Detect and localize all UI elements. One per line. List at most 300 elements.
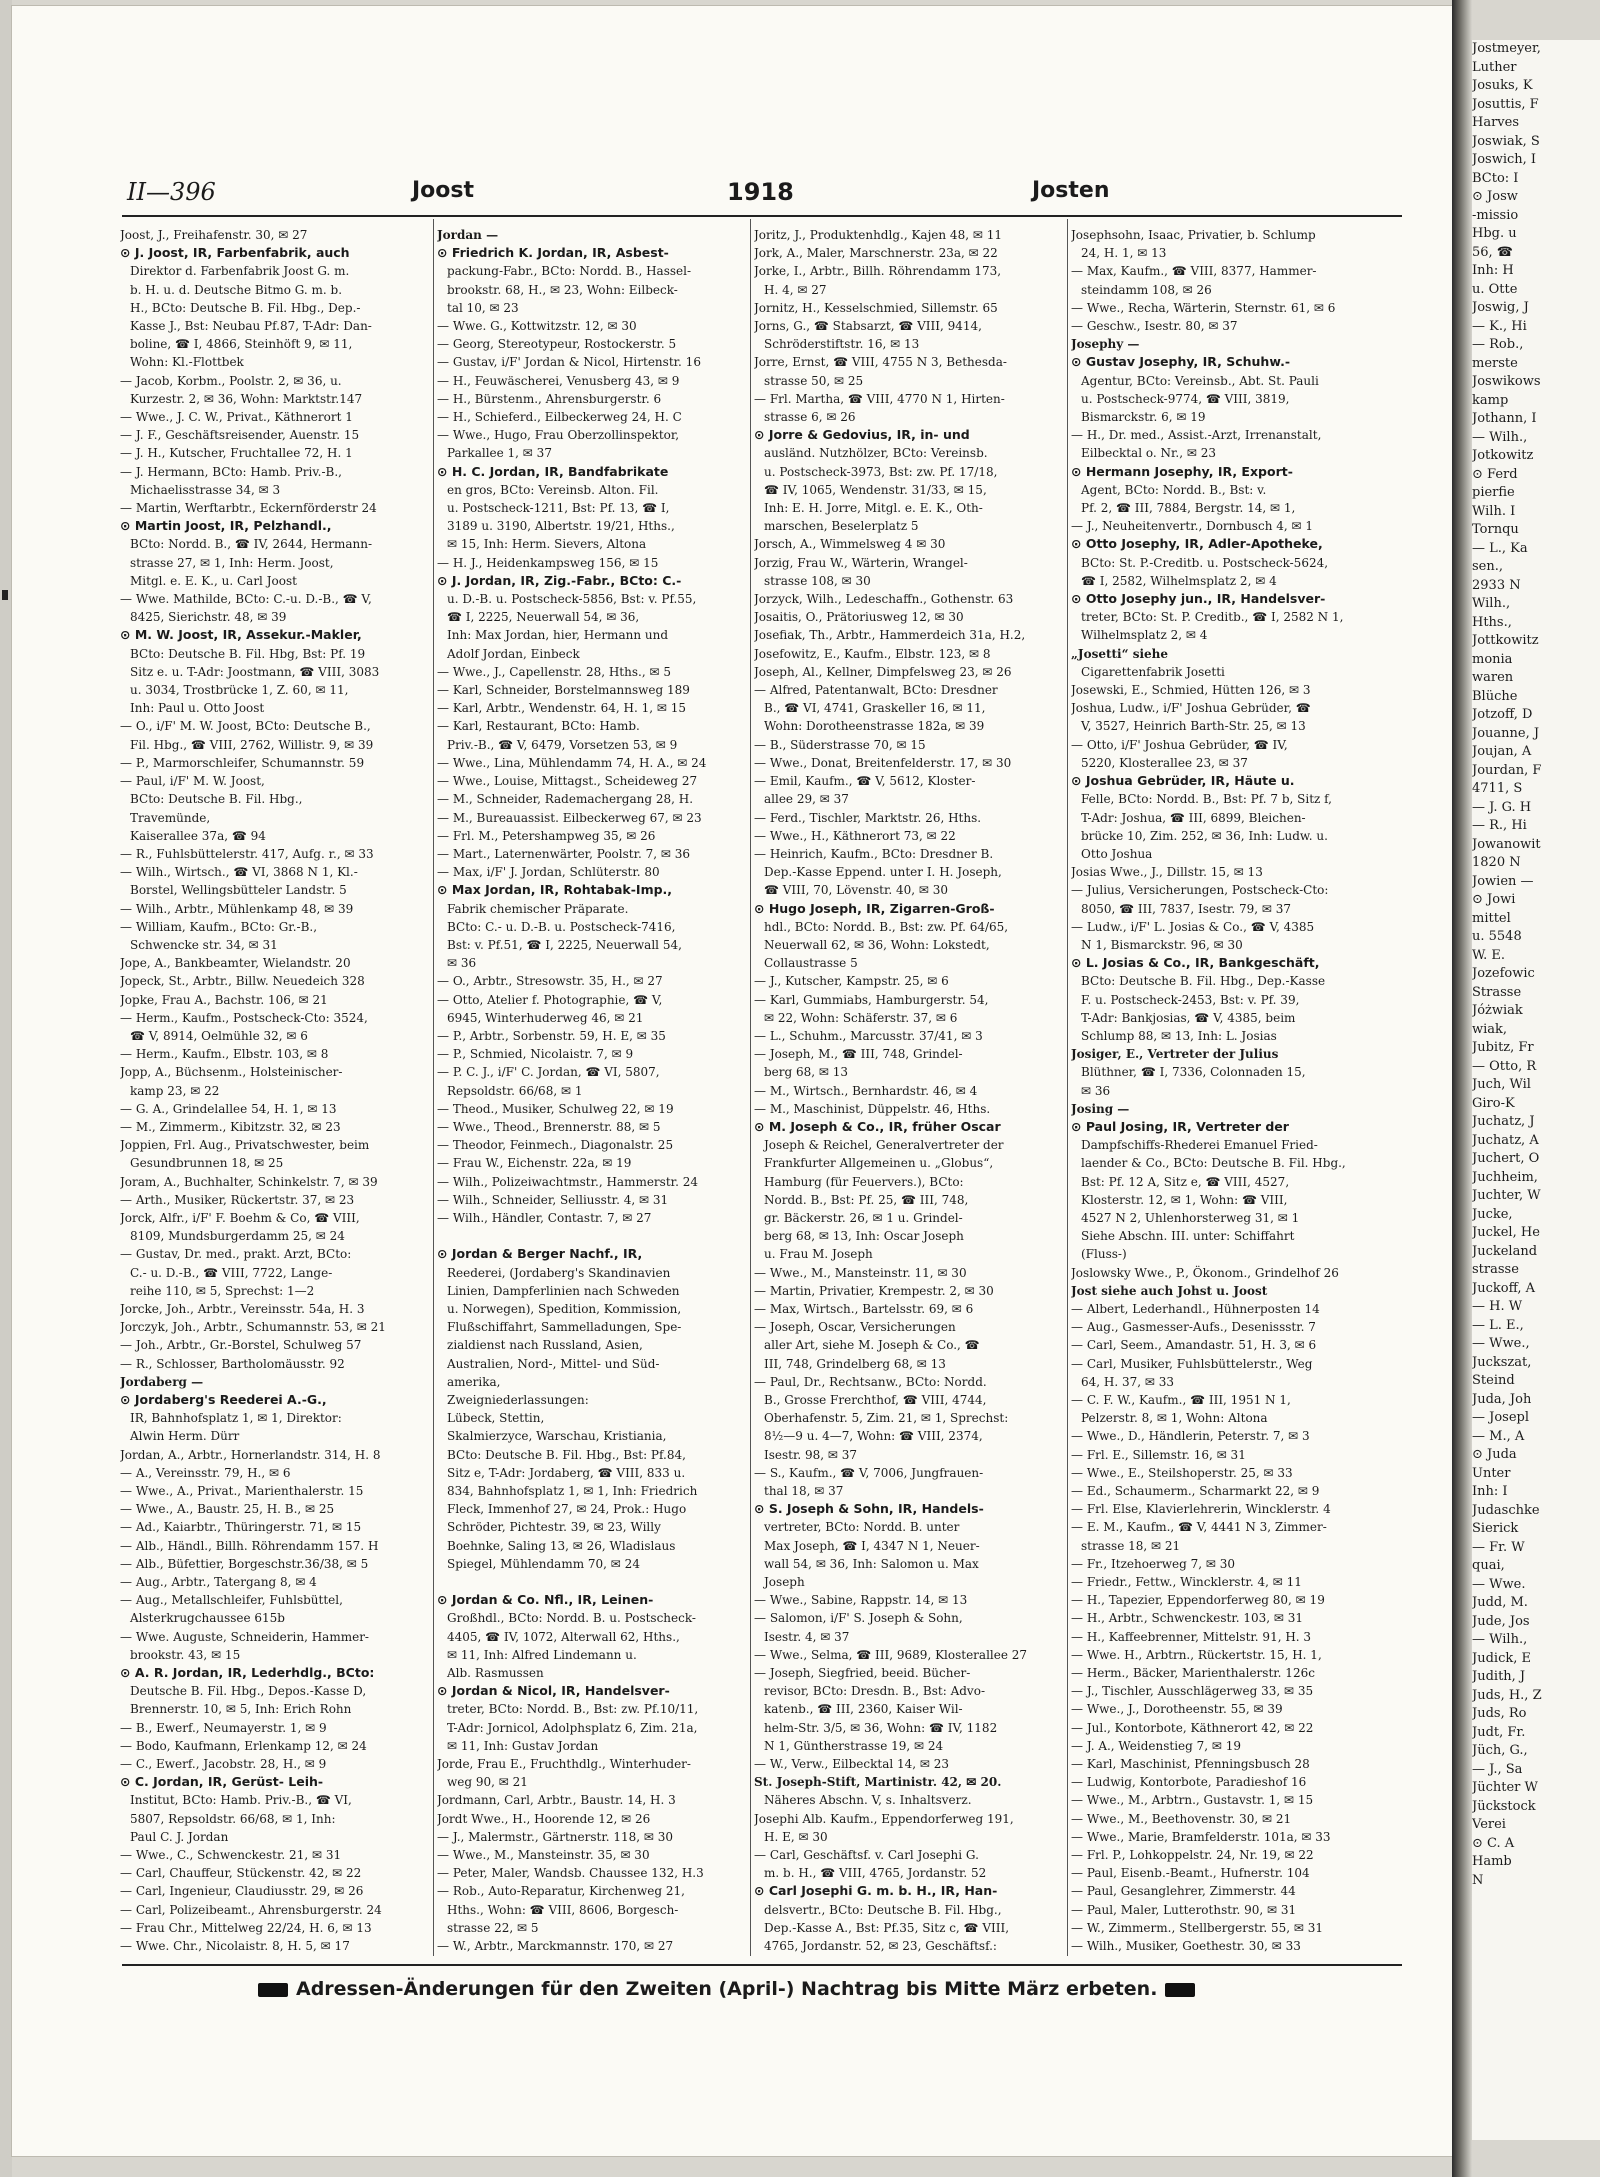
directory-entry: ☎ I, 2582, Wilhelmsplatz 2, ✉ 4	[1081, 573, 1277, 588]
adjacent-page-line: Judaschke	[1472, 1502, 1540, 1518]
directory-entry: Hamburg (für Feuervers.), BCto:	[764, 1174, 964, 1189]
directory-entry: u. Postscheck-1211, Bst: Pf. 13, ☎ I,	[447, 501, 670, 516]
directory-entry: brookstr. 68, H., ✉ 23, Wohn: Eilbeck-	[447, 282, 678, 297]
directory-entry: — C. F. W., Kaufm., ☎ III, 1951 N 1,	[1071, 1393, 1291, 1407]
directory-entry: vertreter, BCto: Nordd. B. unter	[764, 1520, 960, 1535]
directory-entry: — S., Kaufm., ☎ V, 7006, Jungfrauen-	[754, 1465, 984, 1480]
adjacent-page-line: — L., Ka	[1472, 540, 1528, 556]
adjacent-page-line: Jotkowitz	[1472, 448, 1534, 463]
directory-entry: Borstel, Wellingsbütteler Landstr. 5	[130, 883, 347, 898]
directory-entry: — Alb., Büfettier, Borgeschstr.36/38, ✉ 5	[120, 1556, 369, 1571]
directory-entry: — Heinrich, Kaufm., BCto: Dresdner B.	[754, 846, 994, 861]
directory-entry: ✉ 36	[447, 956, 477, 971]
directory-entry: Klosterstr. 12, ✉ 1, Wohn: ☎ VIII,	[1081, 1192, 1288, 1207]
directory-entry: Neuerwall 62, ✉ 36, Wohn: Lokstedt,	[764, 937, 990, 952]
adjacent-page-line: — J. G. H	[1472, 799, 1532, 815]
adjacent-page-line: — Otto, R	[1472, 1058, 1537, 1074]
adjacent-page-line: — Rob.,	[1472, 337, 1524, 352]
firm-entry: ⊙ M. Joseph & Co., IR, früher Oscar	[754, 1118, 1001, 1134]
directory-entry: packung-Fabr., BCto: Nordd. B., Hassel-	[447, 264, 692, 279]
directory-entry: — Albert, Lederhandl., Hühnerposten 14	[1071, 1301, 1320, 1316]
directory-entry: — Wwe., Hugo, Frau Oberzollinspektor,	[437, 428, 680, 443]
firm-entry: ⊙ Jordaberg's Reederei A.-G.,	[120, 1392, 327, 1407]
directory-entry: Josefiak, Th., Arbtr., Hammerdeich 31a, H.2,	[754, 628, 1026, 643]
directory-entry: Agentur, BCto: Vereinsb., Abt. St. Pauli	[1081, 373, 1319, 388]
directory-entry: — Wwe., C., Schwenckestr. 21, ✉ 31	[120, 1848, 342, 1863]
directory-entry: Inh: Max Jordan, hier, Hermann und	[447, 628, 669, 643]
directory-entry	[437, 1573, 745, 1591]
adjacent-page-line: Juchatz, A	[1472, 1132, 1539, 1148]
directory-entry: Jordan, A., Arbtr., Hornerlandstr. 314, H. 8	[120, 1447, 381, 1462]
directory-entry	[754, 1955, 1062, 1956]
directory-entry: Jorns, G., ☎ Stabsarzt, ☎ VIII, 9414,	[754, 319, 982, 334]
firm-entry: ⊙ Jordan & Berger Nachf., IR,	[437, 1246, 643, 1262]
directory-entry: Josias Wwe., J., Dillstr. 15, ✉ 13	[1071, 865, 1263, 880]
firm-entry	[120, 1955, 428, 1956]
directory-entry: Jorde, Frau E., Fruchthdlg., Winterhuder-	[437, 1757, 691, 1772]
directory-entry: — Wwe., Theod., Brennerstr. 88, ✉ 5	[437, 1119, 661, 1134]
directory-entry: Joritz, J., Produktenhdlg., Kajen 48, ✉ 11	[754, 228, 1002, 242]
firm-entry: ⊙ J. Joost, IR, Farbenfabrik, auch	[120, 245, 350, 261]
directory-entry: — M., Bureauassist. Eilbeckerweg 67, ✉ 23	[437, 810, 702, 825]
adjacent-page-line: Jothann, I	[1472, 411, 1537, 426]
directory-entry: Joseph & Reichel, Generalvertreter der	[764, 1138, 1004, 1153]
adjacent-page-line: — Josepl	[1472, 1410, 1530, 1425]
directory-entry: — Gustav, i/F' Jordan & Nicol, Hirtenstr. 16	[437, 355, 701, 370]
heading-entry: Josiger, E., Vertreter der Julius	[1071, 1047, 1279, 1062]
directory-entry: — W., Zimmerm., Stellbergerstr. 55, ✉ 31	[1071, 1920, 1324, 1935]
directory-entry: — Wwe., D., Händlerin, Peterstr. 7, ✉ 3	[1071, 1429, 1310, 1444]
directory-entry: — Wwe., A., Baustr. 25, H. B., ✉ 25	[120, 1502, 335, 1517]
adjacent-page-line: strasse	[1472, 1262, 1519, 1277]
heading-entry: St. Joseph-Stift, Martinistr. 42, ✉ 20.	[754, 1775, 1002, 1790]
adjacent-page-line: Jowanowit	[1472, 836, 1541, 852]
directory-entry: boline, ☎ I, 4866, Steinhöft 9, ✉ 11,	[130, 337, 353, 352]
directory-entry: helm-Str. 3/5, ✉ 36, Wohn: ☎ IV, 1182	[764, 1720, 998, 1735]
directory-entry: — W., Verw., Eilbecktal 14, ✉ 23	[754, 1757, 950, 1772]
directory-entry: Jorre, Ernst, ☎ VIII, 4755 N 3, Bethesda-	[754, 355, 1007, 370]
directory-entry: — Wwe., Selma, ☎ III, 9689, Klosterallee 27	[754, 1647, 1028, 1662]
directory-entry: — Wwe. Chr., Nicolaistr. 8, H. 5, ✉ 17	[120, 1939, 350, 1954]
heading-entry: Josing —	[1071, 1101, 1130, 1116]
directory-entry: — Frl. Martha, ☎ VIII, 4770 N 1, Hirten-	[754, 391, 1005, 406]
adjacent-page-line: Judt, Fr.	[1472, 1724, 1526, 1740]
adjacent-page-line: Juckeland	[1472, 1243, 1538, 1259]
directory-entry: — Wwe., M., Mansteinstr. 35, ✉ 30	[437, 1848, 650, 1863]
directory-entry: — Rob., Auto-Reparatur, Kirchenweg 21,	[437, 1884, 685, 1899]
directory-entry: zialdienst nach Russland, Asien,	[447, 1338, 643, 1353]
directory-entry: — Herm., Bäcker, Marienthalerstr. 126c	[1071, 1666, 1315, 1681]
directory-entry: weg 90, ✉ 21	[447, 1775, 528, 1790]
directory-entry: u. Norwegen), Spedition, Kommission,	[447, 1301, 682, 1316]
directory-entry: — Wwe., Louise, Mittagst., Scheideweg 27	[437, 774, 698, 789]
directory-entry: Agent, BCto: Nordd. B., Bst: v.	[1081, 482, 1267, 497]
directory-entry: u. Frau M. Joseph	[764, 1247, 873, 1262]
adjacent-page-line: Juckoff, A	[1472, 1280, 1535, 1296]
directory-entry: — R., Schlosser, Bartholomäusstr. 92	[120, 1356, 345, 1371]
firm-entry: ⊙ Paul Josing, IR, Vertreter der	[1071, 1118, 1289, 1134]
firm-entry: ⊙ Max Jordan, IR, Rohtabak-Imp.,	[437, 882, 673, 898]
column-2	[437, 226, 745, 1956]
adjacent-page-line: Joswig, J	[1472, 300, 1529, 315]
adjacent-page-line: Judith, J	[1472, 1669, 1526, 1684]
directory-entry: Jordt Wwe., H., Hoorende 12, ✉ 26	[437, 1811, 651, 1826]
adjacent-page-line: — Wilh.,	[1472, 429, 1528, 445]
directory-entry: — Joseph, M., ☎ III, 748, Grindel-	[754, 1047, 963, 1062]
directory-entry: Pf. 2, ☎ III, 7884, Bergstr. 14, ✉ 1,	[1081, 501, 1296, 516]
directory-entry: 8109, Mundsburgerdamm 25, ✉ 24	[130, 1229, 345, 1244]
adjacent-page-line: Jouanne, J	[1472, 725, 1540, 741]
directory-entry: katenb., ☎ III, 2360, Kaiser Wil-	[764, 1702, 963, 1717]
directory-entry: Näheres Abschn. V, s. Inhaltsverz.	[764, 1793, 972, 1808]
directory-entry: wall 54, ✉ 36, Inh: Salomon u. Max	[764, 1556, 979, 1571]
adjacent-page-line: Jubitz, Fr	[1472, 1040, 1534, 1055]
directory-entry: Jorck, Alfr., i/F' F. Boehm & Co, ☎ VIII,	[120, 1210, 360, 1225]
adjacent-page-line: kamp	[1472, 392, 1509, 408]
directory-entry: strasse 6, ✉ 26	[764, 410, 856, 425]
adjacent-page-line: Hbg. u	[1472, 226, 1517, 241]
directory-entry: Kasse J., Bst: Neubau Pf.87, T-Adr: Dan-	[130, 319, 372, 334]
directory-entry: Linien, Dampferlinien nach Schweden	[447, 1283, 680, 1298]
directory-entry: — Karl, Restaurant, BCto: Hamb.	[437, 719, 640, 734]
adjacent-page-line: Judd, M.	[1472, 1595, 1528, 1610]
directory-entry: — M., Schneider, Rademachergang 28, H.	[437, 792, 694, 807]
directory-entry: — Wwe., J. C. W., Privat., Käthnerort 1	[120, 410, 353, 425]
adjacent-page-line: Jude, Jos	[1472, 1613, 1530, 1629]
directory-entry: gr. Bäckerstr. 26, ✉ 1 u. Grindel-	[764, 1210, 963, 1225]
directory-entry: Inh: E. H. Jorre, Mitgl. e. E. K., Oth-	[764, 501, 983, 516]
adjacent-page-line: Verei	[1472, 1817, 1506, 1832]
directory-entry: ✉ 22, Wohn: Schäferstr. 37, ✉ 6	[764, 1010, 958, 1025]
directory-entry: Josephi Alb. Kaufm., Eppendorferweg 191,	[754, 1811, 1014, 1826]
directory-entry: 8½—9 u. 4—7, Wohn: ☎ VIII, 2374,	[764, 1429, 983, 1444]
directory-entry: — Joseph, Siegfried, beeid. Bücher-	[754, 1666, 971, 1681]
adjacent-page-line: Joswich, I	[1472, 152, 1537, 167]
directory-entry: — Alfred, Patentanwalt, BCto: Dresdner	[754, 683, 998, 698]
adjacent-page-line: Jucke,	[1472, 1206, 1513, 1222]
directory-entry: Spiegel, Mühlendamm 70, ✉ 24	[447, 1556, 640, 1571]
adjacent-page-line: — J., Sa	[1472, 1761, 1523, 1777]
directory-entry: N 1, Bismarckstr. 96, ✉ 30	[1081, 937, 1243, 952]
directory-entry: steindamm 108, ✉ 26	[1081, 282, 1212, 297]
directory-entry: H. E, ✉ 30	[764, 1829, 828, 1844]
directory-entry: — O., Arbtr., Stresowstr. 35, H., ✉ 27	[437, 974, 663, 989]
directory-entry: — William, Kaufm., BCto: Gr.-B.,	[120, 919, 318, 934]
book-gutter	[1452, 0, 1472, 2177]
directory-entry: Adolf Jordan, Einbeck	[447, 646, 580, 661]
adjacent-page-line: waren	[1472, 670, 1514, 685]
directory-entry: Jopeck, St., Arbtr., Billw. Neuedeich 328	[120, 974, 365, 989]
directory-entry: — B., Süderstrasse 70, ✉ 15	[754, 737, 926, 752]
directory-entry: — Joh., Arbtr., Gr.-Borstel, Schulweg 57	[120, 1338, 362, 1353]
directory-entry: — Paul, Maler, Lutterothstr. 90, ✉ 31	[1071, 1902, 1297, 1917]
firm-entry: ⊙ Hugo Joseph, IR, Zigarren-Groß-	[754, 900, 995, 916]
left-binding-edge	[0, 0, 12, 2177]
directory-entry: revisor, BCto: Dresdn. B., Bst: Advo-	[764, 1684, 985, 1699]
directory-entry: — Aug., Gasmesser-Aufs., Desenissstr. 7	[1071, 1320, 1316, 1335]
directory-entry: Hths., Wohn: ☎ VIII, 8606, Borgesch-	[447, 1902, 679, 1917]
directory-entry: Kurzestr. 2, ✉ 36, Wohn: Marktstr.147	[130, 391, 363, 406]
adjacent-page-line: Jückstock	[1472, 1798, 1536, 1814]
adjacent-page-line: Jozefowic	[1472, 966, 1535, 981]
directory-entry: Direktor d. Farbenfabrik Joost G. m.	[130, 264, 350, 279]
directory-entry: — Wwe., M., Beethovenstr. 30, ✉ 21	[1071, 1811, 1292, 1826]
adjacent-page-line: Josuks, K	[1472, 78, 1533, 93]
adjacent-page-line: ⊙ C. A	[1472, 1835, 1515, 1851]
firm-entry: ⊙ Otto Josephy jun., IR, Handelsver-	[1071, 591, 1326, 607]
directory-entry: Australien, Nord-, Mittel- und Süd-	[447, 1356, 660, 1371]
directory-entry: — J. A., Weidenstieg 7, ✉ 19	[1071, 1738, 1242, 1753]
directory-entry: — A., Vereinsstr. 79, H., ✉ 6	[120, 1465, 291, 1480]
adjacent-page-line: Wilh.,	[1472, 596, 1511, 611]
column-divider	[750, 219, 751, 1956]
footer-notice	[250, 1978, 1290, 2000]
directory-entry: — Emil, Kaufm., ☎ V, 5612, Kloster-	[754, 774, 976, 789]
adjacent-page-line: Wilh. I	[1472, 503, 1516, 519]
column-divider	[433, 219, 434, 1956]
adjacent-page-line: — R., Hi	[1472, 818, 1527, 833]
adjacent-page-line: Luther	[1472, 59, 1517, 75]
directory-entry: Kaiserallee 37a, ☎ 94	[130, 828, 266, 843]
adjacent-page-line: Jostmeyer,	[1472, 41, 1541, 56]
directory-entry: 4405, ☎ IV, 1072, Alterwall 62, Hths.,	[447, 1629, 680, 1644]
directory-entry: — Julius, Versicherungen, Postscheck-Cto:	[1071, 883, 1329, 898]
directory-entry: Jorzig, Frau W., Wärterin, Wrangel-	[754, 555, 968, 570]
directory-entry: u. D.-B. u. Postscheck-5856, Bst: v. Pf.55,	[447, 592, 697, 607]
firm-entry: ⊙ Friedrich K. Jordan, IR, Asbest-	[437, 245, 669, 261]
adjacent-page-line: BCto: I	[1472, 170, 1519, 186]
directory-entry: kamp 23, ✉ 22	[130, 1083, 220, 1098]
directory-entry: Mitgl. e. E. K., u. Carl Joost	[130, 573, 297, 588]
directory-entry: b. H. u. d. Deutsche Bitmo G. m. b.	[130, 282, 343, 297]
pointing-hand-icon	[1165, 1983, 1195, 1997]
year: 1918	[727, 178, 794, 206]
directory-entry: marschen, Beselerplatz 5	[764, 519, 919, 534]
firm-entry: ⊙ A. R. Jordan, IR, Lederhdlg., BCto:	[120, 1665, 375, 1681]
heading-entry: „Josetti“ siehe	[1071, 646, 1169, 661]
directory-entry: — Wwe., Lina, Mühlendamm 74, H. A., ✉ 24	[437, 755, 707, 770]
directory-entry: — E. M., Kaufm., ☎ V, 4441 N 3, Zimmer-	[1071, 1520, 1327, 1535]
adjacent-page-line: — Wilh.,	[1472, 1632, 1528, 1647]
directory-entry: Josephsohn, Isaac, Privatier, b. Schlump	[1071, 228, 1316, 242]
firm-entry: ⊙ Jordan & Co. Nfl., IR, Leinen-	[437, 1592, 654, 1608]
directory-entry: T-Adr: Jornicol, Adolphsplatz 6, Zim. 21a,	[447, 1720, 698, 1735]
adjacent-page-line: -missio	[1472, 207, 1519, 223]
directory-entry: — Wilh., Händler, Contastr. 7, ✉ 27	[437, 1210, 652, 1225]
adjacent-page-line: Blüche	[1472, 688, 1518, 704]
directory-entry: Gesundbrunnen 18, ✉ 25	[130, 1156, 284, 1171]
directory-entry: BCto: Deutsche B. Fil. Hbg., Dep.-Kasse	[1081, 974, 1326, 989]
directory-entry: BCto: Nordd. B., ☎ IV, 2644, Hermann-	[130, 537, 373, 552]
directory-entry: — Wwe., Donat, Breitenfelderstr. 17, ✉ 30	[754, 755, 1012, 770]
directory-entry: T-Adr: Joshua, ☎ III, 6899, Bleichen-	[1081, 810, 1306, 825]
directory-entry: 8425, Sierichstr. 48, ✉ 39	[130, 610, 287, 625]
adjacent-page-line: Juds, Ro	[1472, 1706, 1527, 1721]
directory-entry: — Wwe., Sabine, Rappstr. 14, ✉ 13	[754, 1593, 968, 1608]
column-1	[120, 226, 428, 1956]
directory-entry	[437, 1227, 745, 1245]
directory-entry: — P. C. J., i/F' C. Jordan, ☎ VI, 5807,	[437, 1065, 660, 1080]
directory-entry: Blüthner, ☎ I, 7336, Colonnaden 15,	[1081, 1065, 1306, 1080]
directory-entry: — Arth., Musiker, Rückertstr. 37, ✉ 23	[120, 1192, 355, 1207]
directory-entry: Jorzyck, Wilh., Ledeschaffn., Gothenstr. 63	[754, 592, 1014, 607]
directory-entry: Priv.-B., ☎ V, 6479, Vorsetzen 53, ✉ 9	[447, 737, 678, 752]
directory-entry: — Carl, Geschäftsf. v. Carl Josephi G.	[754, 1848, 979, 1863]
directory-entry: — Wwe., M., Mansteinstr. 11, ✉ 30	[754, 1265, 967, 1280]
directory-entry: Felle, BCto: Nordd. B., Bst: Pf. 7 b, Sitz f,	[1081, 792, 1332, 807]
directory-entry: Wohn: Dorotheenstrasse 182a, ✉ 39	[764, 719, 985, 734]
directory-entry: Joost, J., Freihafenstr. 30, ✉ 27	[120, 228, 308, 242]
directory-page	[12, 6, 1452, 2156]
adjacent-page-line: — K., Hi	[1472, 318, 1527, 334]
adjacent-page-line: 1820 N	[1472, 855, 1521, 870]
adjacent-page-line: u. 5548	[1472, 929, 1522, 944]
adjacent-page-line: Jóżwiak	[1472, 1003, 1523, 1018]
page-header	[127, 178, 1397, 208]
adjacent-page-line: 56, ☎	[1472, 244, 1513, 260]
directory-entry: Repsoldstr. 66/68, ✉ 1	[447, 1083, 583, 1098]
directory-entry: 5220, Klosterallee 23, ✉ 37	[1081, 755, 1248, 770]
directory-entry: — Max, Wirtsch., Bartelsstr. 69, ✉ 6	[754, 1301, 974, 1316]
directory-entry: Skalmierzyce, Warschau, Kristiania,	[447, 1429, 667, 1444]
directory-entry: — B., Ewerf., Neumayerstr. 1, ✉ 9	[120, 1720, 327, 1735]
adjacent-page-line: Juchheim,	[1472, 1169, 1538, 1185]
directory-entry: — Frau Chr., Mittelweg 22/24, H. 6, ✉ 13	[120, 1920, 372, 1935]
directory-entry: strasse 22, ✉ 5	[447, 1920, 539, 1935]
directory-entry: thal 18, ✉ 37	[764, 1484, 844, 1499]
footer-rule	[122, 1964, 1402, 1966]
directory-entry: Wohn: Kl.-Flottbek	[130, 355, 244, 370]
firm-entry: ⊙ Hermann Josephy, IR, Export-	[1071, 463, 1293, 479]
directory-entry: — Aug., Metallschleifer, Fuhlsbüttel,	[120, 1593, 343, 1608]
directory-entry: — Frl. Else, Klavierlehrerin, Wincklerstr. 4	[1071, 1502, 1331, 1517]
directory-entry: — Wwe. H., Arbtrn., Rückertstr. 15, H. 1,	[1071, 1647, 1322, 1662]
directory-entry: ☎ IV, 1065, Wendenstr. 31/33, ✉ 15,	[764, 482, 987, 497]
last-entry-word: Josten	[1032, 178, 1110, 203]
directory-entry: — M., Zimmerm., Kibitzstr. 32, ✉ 23	[120, 1119, 341, 1134]
heading-entry: Jordaberg —	[120, 1374, 204, 1389]
adjacent-page-line: quai,	[1472, 1558, 1505, 1573]
firm-entry: ⊙ C. Jordan, IR, Gerüst- Leih-	[120, 1774, 324, 1790]
directory-entry: Josewski, E., Schmied, Hütten 126, ✉ 3	[1071, 683, 1311, 698]
column-divider	[1067, 219, 1068, 1956]
directory-entry: — Wwe. Auguste, Schneiderin, Hammer-	[120, 1629, 369, 1644]
directory-entry: 6945, Winterhuderweg 46, ✉ 21	[447, 1010, 644, 1025]
adjacent-page-line: Inh: I	[1472, 1484, 1508, 1499]
pointing-hand-icon	[258, 1983, 288, 1997]
adjacent-page-line: Juda, Joh	[1472, 1391, 1532, 1407]
firm-entry: ⊙ Jordan & Nicol, IR, Handelsver-	[437, 1683, 670, 1699]
directory-entry: Sitz e, T-Adr: Jordaberg, ☎ VIII, 833 u.	[447, 1465, 686, 1480]
directory-entry: — Wilh., Polizeiwachtmstr., Hammerstr. 24	[437, 1174, 698, 1189]
directory-entry: ✉ 11, Inh: Gustav Jordan	[447, 1738, 599, 1753]
directory-entry: Jorsch, A., Wimmelsweg 4 ✉ 30	[754, 537, 946, 552]
directory-entry: hdl., BCto: Nordd. B., Bst: zw. Pf. 64/65,	[764, 919, 1009, 934]
directory-entry: III, 748, Grindelberg 68, ✉ 13	[764, 1356, 946, 1371]
adjacent-page-line: merste	[1472, 355, 1518, 371]
directory-entry: — Paul, i/F' M. W. Joost,	[120, 774, 265, 789]
firm-entry: ⊙ L. Josias & Co., IR, Bankgeschäft,	[1071, 955, 1320, 971]
adjacent-page-line: Joswiak, S	[1472, 133, 1540, 149]
directory-entry: — Herm., Kaufm., Elbstr. 103, ✉ 8	[120, 1047, 329, 1062]
directory-entry: Jopke, Frau A., Bachstr. 106, ✉ 21	[120, 992, 328, 1007]
directory-entry: V, 3527, Heinrich Barth-Str. 25, ✉ 13	[1081, 719, 1306, 734]
directory-entry: — C., Ewerf., Jacobstr. 28, H., ✉ 9	[120, 1757, 327, 1772]
directory-entry: — Carl, Musiker, Fuhlsbüttelerstr., Weg	[1071, 1356, 1313, 1371]
directory-entry: — Aug., Arbtr., Tatergang 8, ✉ 4	[120, 1575, 317, 1590]
directory-entry: — Karl, Gummiabs, Hamburgerstr. 54,	[754, 992, 989, 1007]
directory-entry: — Carl, Ingenieur, Claudiusstr. 29, ✉ 26	[120, 1884, 364, 1899]
directory-entry: — Wwe., J., Dorotheenstr. 55, ✉ 39	[1071, 1702, 1283, 1717]
directory-entry: — Carl, Seem., Amandastr. 51, H. 3, ✉ 6	[1071, 1338, 1317, 1353]
adjacent-page-line: W. E.	[1472, 947, 1505, 963]
adjacent-page-line: Joswikows	[1472, 374, 1541, 389]
adjacent-page-line: sen.,	[1472, 559, 1504, 574]
directory-entry: — J., Neuheitenvertr., Dornbusch 4, ✉ 1	[1071, 519, 1313, 534]
directory-entry: Wilhelmsplatz 2, ✉ 4	[1081, 628, 1208, 643]
adjacent-page-line: Jowien —	[1472, 873, 1534, 889]
directory-entry: 24, H. 1, ✉ 13	[1081, 246, 1167, 261]
directory-entry: 8050, ☎ III, 7837, Isestr. 79, ✉ 37	[1081, 901, 1292, 916]
directory-entry: Michaelisstrasse 34, ✉ 3	[130, 482, 281, 497]
directory-entry: — P., Schmied, Nicolaistr. 7, ✉ 9	[437, 1047, 634, 1062]
directory-entry: Jope, A., Bankbeamter, Wielandstr. 20	[120, 956, 351, 971]
directory-entry: treter, BCto: Nordd. B., Bst: zw. Pf.10/11,	[447, 1702, 699, 1717]
directory-entry: Joseph, Al., Kellner, Dimpfelsweg 23, ✉ 26	[754, 664, 1012, 679]
firm-entry: ⊙ S. Joseph & Sohn, IR, Handels-	[754, 1501, 984, 1517]
adjacent-page-line: Juckszat,	[1472, 1354, 1532, 1370]
directory-entry: — O., i/F' M. W. Joost, BCto: Deutsche B.,	[120, 719, 371, 734]
directory-entry: F. u. Postscheck-2453, Bst: v. Pf. 39,	[1081, 992, 1300, 1007]
directory-entry	[437, 1955, 745, 1956]
adjacent-page-line: mittel	[1472, 910, 1511, 926]
directory-entry: BCto: C.- u. D.-B. u. Postscheck-7416,	[447, 919, 676, 934]
directory-entry: m. b. H., ☎ VIII, 4765, Jordanstr. 52	[764, 1866, 987, 1881]
directory-entry: strasse 27, ✉ 1, Inh: Herm. Joost,	[130, 555, 334, 570]
directory-entry: Bst: v. Pf.51, ☎ I, 2225, Neuerwall 54,	[447, 937, 682, 952]
adjacent-page-line: Harves	[1472, 115, 1520, 130]
directory-entry: 4765, Jordanstr. 52, ✉ 23, Geschäftsf.:	[764, 1939, 997, 1954]
directory-entry: B., Grosse Frerchthof, ☎ VIII, 4744,	[764, 1393, 987, 1407]
directory-entry: Jorcke, Joh., Arbtr., Vereinsstr. 54a, H. 3	[120, 1301, 365, 1316]
directory-entry: reihe 110, ✉ 5, Sprechst: 1—2	[130, 1283, 315, 1298]
binding-mark	[2, 590, 8, 600]
directory-entry: Jorczyk, Joh., Arbtr., Schumannstr. 53, ✉ 21	[120, 1320, 386, 1335]
adjacent-page-line: Juchter, W	[1472, 1188, 1541, 1203]
adjacent-page-line: Jourdan, F	[1472, 762, 1542, 778]
firm-entry: ⊙ H. C. Jordan, IR, Bandfabrikate	[437, 463, 669, 479]
adjacent-page-fragment	[1472, 40, 1600, 2140]
directory-entry: — Salomon, i/F' S. Joseph & Sohn,	[754, 1611, 963, 1626]
directory-entry: Nordd. B., Bst: Pf. 25, ☎ III, 748,	[764, 1192, 969, 1207]
directory-entry: Fil. Hbg., ☎ VIII, 2762, Willistr. 9, ✉ 39	[130, 737, 374, 752]
directory-entry: — Otto, i/F' Joshua Gebrüder, ☎ IV,	[1071, 737, 1288, 752]
adjacent-page-line: Jüch, G.,	[1472, 1743, 1528, 1758]
adjacent-page-line: Jüchter W	[1472, 1780, 1538, 1795]
directory-entry: — P., Marmorschleifer, Schumannstr. 59	[120, 755, 365, 770]
directory-entry: — Friedr., Fettw., Wincklerstr. 4, ✉ 11	[1071, 1575, 1302, 1590]
adjacent-page-line: Inh: H	[1472, 263, 1514, 278]
directory-entry: ☎ V, 8914, Oelmühle 32, ✉ 6	[130, 1028, 308, 1043]
directory-entry: — Frau W., Eichenstr. 22a, ✉ 19	[437, 1156, 632, 1171]
directory-entry: — Ludwig, Kontorbote, Paradieshof 16	[1071, 1775, 1307, 1790]
directory-entry: — Wwe., H., Käthnerort 73, ✉ 22	[754, 828, 956, 843]
directory-entry: — M., Wirtsch., Bernhardstr. 46, ✉ 4	[754, 1083, 978, 1098]
directory-entry: Fabrik chemischer Präparate.	[447, 901, 629, 916]
directory-entry: BCto: Deutsche B. Fil. Hbg, Bst: Pf. 19	[130, 646, 366, 661]
directory-entry: — Ludw., i/F' L. Josias & Co., ☎ V, 4385	[1071, 919, 1315, 934]
directory-entry: H., BCto: Deutsche B. Fil. Hbg., Dep.-	[130, 300, 361, 315]
